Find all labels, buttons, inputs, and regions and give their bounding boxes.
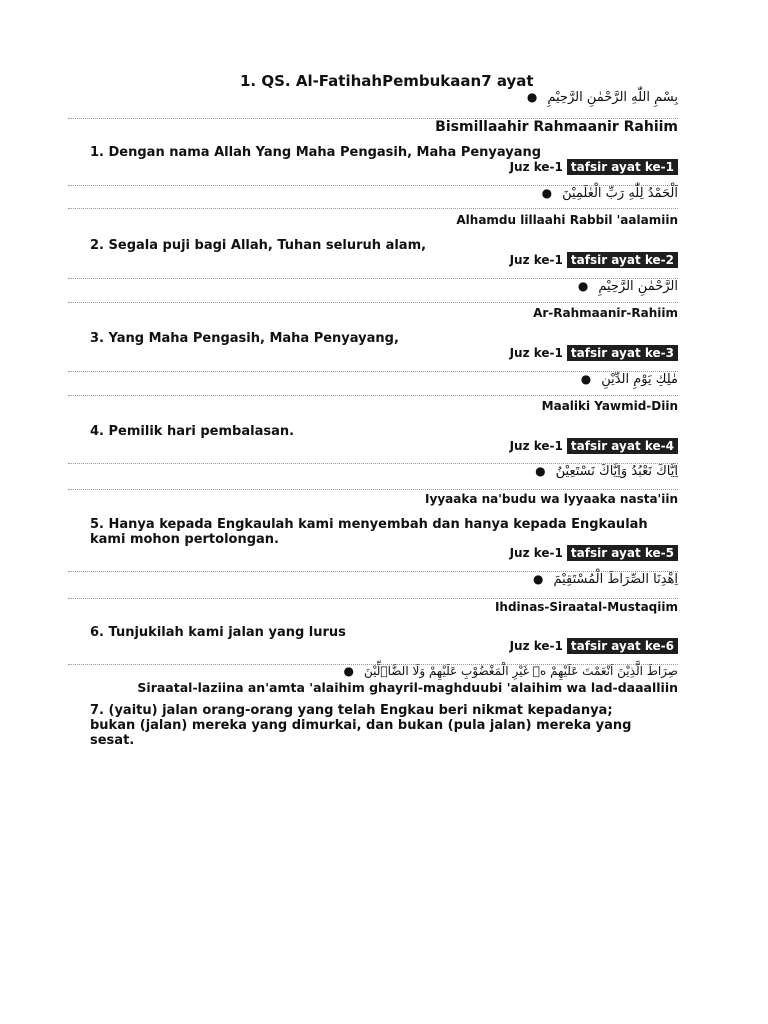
divider <box>68 598 678 599</box>
transliteration-verse-3: Ar-Rahmaanir-Rahiim <box>533 306 678 320</box>
bullet-icon: ● <box>343 664 354 678</box>
juz-row-6 <box>510 639 678 653</box>
divider <box>68 208 678 209</box>
tafsir-link-4[interactable]: tafsir ayat ke-4 <box>567 438 678 454</box>
transliteration-verse-7: Siraatal-laziina an'amta 'alaihim ghayril-maghduubi 'alaihim wa lad-daaalliin <box>137 680 678 695</box>
translation-verse-7: 7. (yaitu) jalan orang-orang yang telah Engkau beri nikmat kepadanya; bukan (jalan) mereka yang dimurkai, dan bukan (pula jalan) mereka yang sesat. <box>90 703 632 748</box>
transliteration-verse-4: Maaliki Yawmid-Diin <box>541 399 678 413</box>
transliteration-verse-5: Iyyaaka na'budu wa lyyaaka nasta'iin <box>425 492 678 506</box>
juz-row-2 <box>510 253 678 267</box>
arabic-basmalah: بِسْمِ اللّٰهِ الرَّحْمٰنِ الرَّحِيْمِ● <box>526 90 678 105</box>
bullet-icon: ● <box>577 279 589 293</box>
bullet-icon: ● <box>541 186 553 200</box>
juz-label: Juz ke-1 <box>509 639 563 653</box>
juz-label: Juz ke-1 <box>509 160 563 174</box>
bullet-icon: ● <box>580 372 592 386</box>
arabic-verse-5: اِيَّاكَ نَعْبُدُ وَاِيَّاكَ نَسْتَعِيْنُ● <box>535 464 678 479</box>
translation-verse-3: 3. Yang Maha Pengasih, Maha Penyayang, <box>90 331 399 346</box>
bullet-icon: ● <box>526 90 538 104</box>
translation-verse-6: 6. Tunjukilah kami jalan yang lurus <box>90 625 346 640</box>
translation-verse-4: 4. Pemilik hari pembalasan. <box>90 424 295 439</box>
juz-row-3 <box>510 346 678 360</box>
bullet-icon: ● <box>535 464 546 478</box>
divider <box>68 302 678 303</box>
divider <box>68 395 678 396</box>
juz-row-1 <box>510 160 678 174</box>
translation-verse-5: 5. Hanya kepada Engkaulah kami menyembah dan hanya kepada Engkaulah kami mohon pertolongan. <box>90 517 648 547</box>
juz-label: Juz ke-1 <box>509 546 563 560</box>
arabic-verse-3: الرَّحْمٰنِ الرَّحِيْمِ● <box>577 279 678 294</box>
arabic-verse-6: اِهْدِنَا الصِّرَاطَ الْمُسْتَقِيْمَ● <box>532 572 678 587</box>
translation-verse-1: 1. Dengan nama Allah Yang Maha Pengasih, Maha Penyayang <box>90 145 542 160</box>
divider <box>68 489 678 490</box>
bullet-icon: ● <box>532 572 544 586</box>
juz-label: Juz ke-1 <box>509 439 563 453</box>
translation-verse-2: 2. Segala puji bagi Allah, Tuhan seluruh alam, <box>90 238 427 253</box>
arabic-verse-7: صِرَاطَ الَّذِيْنَ اَنْعَمْتَ عَلَيْهِمْ ەۙ غَيْرِ الْمَغْضُوْبِ عَلَيْهِمْ وَلَا الضَّاۤلِّيْنَ● <box>343 664 678 678</box>
juz-row-4 <box>510 439 678 453</box>
tafsir-link-1[interactable]: tafsir ayat ke-1 <box>567 159 678 175</box>
tafsir-link-5[interactable]: tafsir ayat ke-5 <box>567 545 678 561</box>
transliteration-verse-6: Ihdinas-Siraatal-Mustaqiim <box>494 600 678 614</box>
transliteration-verse-2: Alhamdu lillaahi Rabbil 'aalamiin <box>456 213 678 227</box>
juz-label: Juz ke-1 <box>509 346 563 360</box>
tafsir-link-3[interactable]: tafsir ayat ke-3 <box>567 345 678 361</box>
juz-row-5 <box>510 546 678 560</box>
tafsir-link-2[interactable]: tafsir ayat ke-2 <box>567 252 678 268</box>
arabic-verse-4: مٰلِكِ يَوْمِ الدِّيْنِ● <box>580 372 678 387</box>
transliteration-basmalah: Bismillaahir Rahmaanir Rahiim <box>435 119 678 135</box>
page-title: 1. QS. Al-FatihahPembukaan7 ayat <box>240 72 534 90</box>
juz-label: Juz ke-1 <box>509 253 563 267</box>
arabic-verse-2: اَلْحَمْدُ لِلّٰهِ رَبِّ الْعٰلَمِيْنَ● <box>541 186 678 201</box>
tafsir-link-6[interactable]: tafsir ayat ke-6 <box>567 638 678 654</box>
